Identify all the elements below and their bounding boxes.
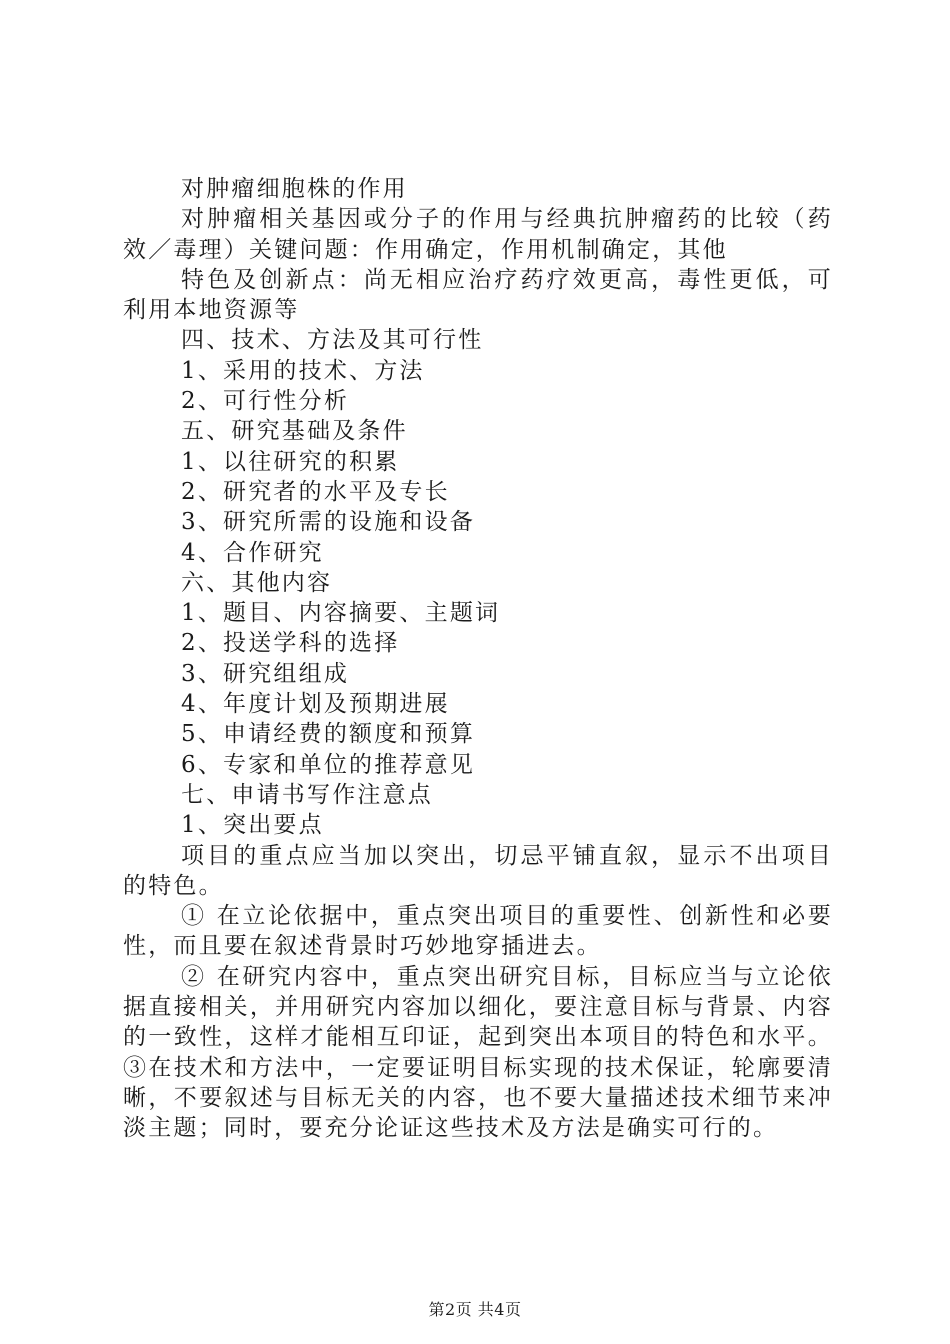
section-heading-6: 六、其他内容 bbox=[181, 569, 333, 596]
list-item: 5、申请经费的额度和预算 bbox=[181, 721, 476, 748]
paragraph-innovation: 特色及创新点：尚无相应治疗药疗效更高，毒性更低，可利用本地资源等 bbox=[123, 266, 833, 324]
paragraph-subheading: 对肿瘤细胞株的作用 bbox=[181, 176, 408, 202]
paragraph-key-issues: 对肿瘤相关基因或分子的作用与经典抗肿瘤药的比较（药效／毒理）关键问题：作用确定，作用机制确定，其他 bbox=[123, 206, 833, 263]
list-item: 3、研究所需的设施和设备 bbox=[181, 509, 476, 536]
section-heading-4: 四、技术、方法及其可行性 bbox=[181, 327, 484, 354]
list-item: 2、投送学科的选择 bbox=[181, 630, 400, 657]
document-body bbox=[123, 174, 833, 1144]
list-item: 1、采用的技术、方法 bbox=[181, 357, 425, 384]
paragraph-point-2-3: ② 在研究内容中，重点突出研究目标，目标应当与立论依据直接相关，并用研究内容加以细化，要注意目标与背景、内容的一致性，这样才能相互印证，起到突出本项目的特色和水平。③在技术和方法中，一定要证明目标实现的技术保证，轮廓要清晰，不要叙述与目标无关的内容，也不要大量描述技术细节来冲淡主题；同时，要充分论证这些技术及方法是确实可行的。 bbox=[123, 963, 833, 1142]
list-item: 6、专家和单位的推荐意见 bbox=[181, 751, 476, 778]
list-item: 4、合作研究 bbox=[181, 539, 324, 566]
list-item: 3、研究组组成 bbox=[181, 660, 350, 687]
list-item: 2、可行性分析 bbox=[181, 388, 350, 415]
list-item: 4、年度计划及预期进展 bbox=[181, 691, 450, 718]
section-heading-7: 七、申请书写作注意点 bbox=[181, 781, 433, 808]
list-item: 1、以往研究的积累 bbox=[181, 448, 400, 475]
paragraph-highlight-focus: 项目的重点应当加以突出，切忌平铺直叙，显示不出项目的特色。 bbox=[123, 842, 833, 899]
section-heading-5: 五、研究基础及条件 bbox=[181, 418, 408, 445]
page-number-footer: 第2页 共4页 bbox=[428, 1300, 522, 1319]
list-item: 2、研究者的水平及专长 bbox=[181, 478, 450, 505]
list-item: 1、题目、内容摘要、主题词 bbox=[181, 600, 501, 627]
list-item: 1、突出要点 bbox=[181, 812, 324, 839]
paragraph-point-1: ① 在立论依据中，重点突出项目的重要性、创新性和必要性，而且要在叙述背景时巧妙地穿插进去。 bbox=[123, 903, 833, 960]
